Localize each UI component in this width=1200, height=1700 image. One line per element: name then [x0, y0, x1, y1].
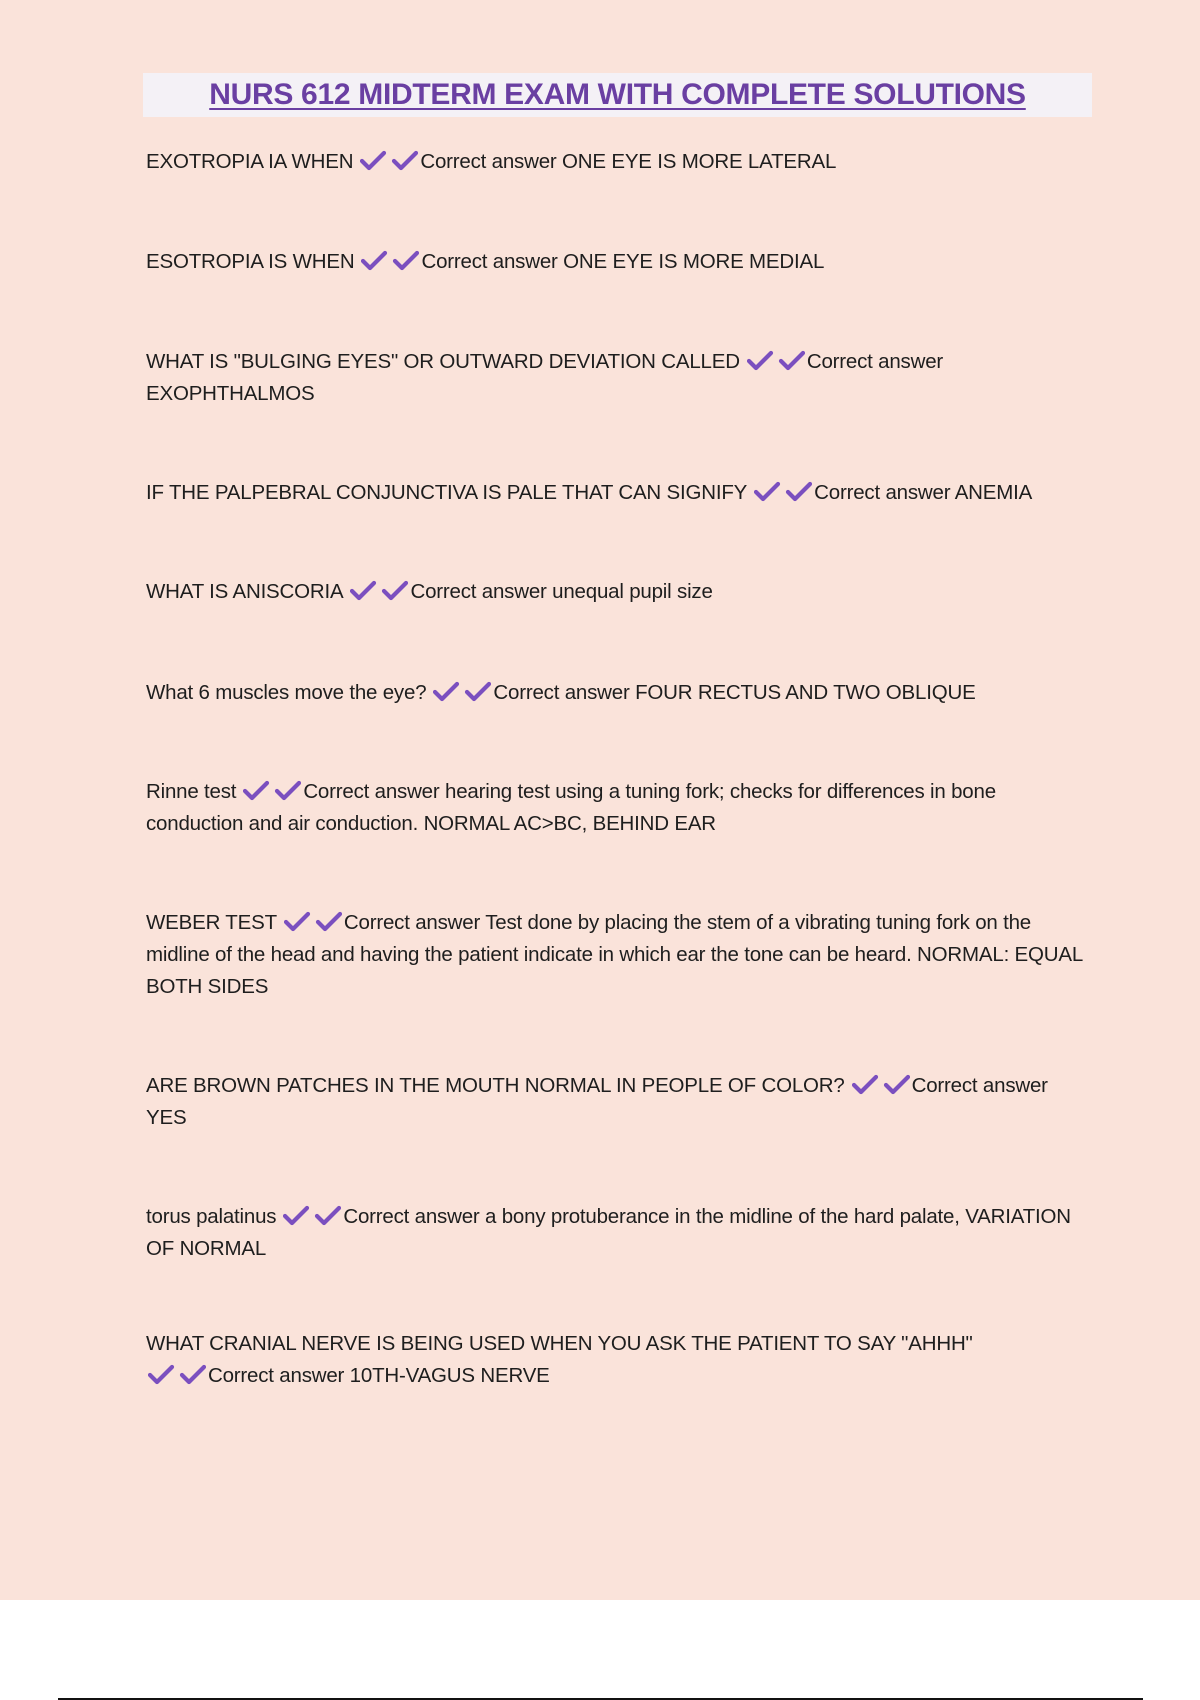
question-text: ARE BROWN PATCHES IN THE MOUTH NORMAL IN PEOPLE OF COLOR?: [146, 1074, 845, 1097]
double-check-icon: [243, 780, 301, 802]
question-text: WHAT IS ANISCORIA: [146, 580, 344, 603]
double-check-icon: [284, 911, 342, 933]
qa-item-1: [146, 146, 1086, 178]
answer-text: Correct answer ONE EYE IS MORE LATERAL: [420, 150, 837, 173]
answer-text: Correct answer unequal pupil size: [410, 580, 713, 603]
qa-item-6: [146, 677, 1086, 709]
double-check-icon: [754, 481, 812, 503]
qa-item-9: [146, 1070, 1086, 1134]
qa-item-10: [146, 1201, 1086, 1265]
answer-text: Correct answer ANEMIA: [814, 481, 1033, 504]
answer-text: Correct answer 10TH-VAGUS NERVE: [208, 1364, 550, 1387]
question-text: ESOTROPIA IS WHEN: [146, 250, 355, 273]
qa-item-8: [146, 907, 1086, 1003]
qa-item-3: [146, 346, 1086, 410]
double-check-icon: [350, 580, 408, 602]
answer-text: Correct answer hearing test using a tuning fork; checks for differences in bone conduction and air conduction. NORMAL AC>BC, BEHIND EAR: [146, 780, 996, 835]
double-check-icon: [361, 250, 419, 272]
answer-text: Correct answer ONE EYE IS MORE MEDIAL: [421, 250, 825, 273]
question-text: EXOTROPIA IA WHEN: [146, 150, 354, 173]
question-text: torus palatinus: [146, 1205, 277, 1228]
document-title: NURS 612 MIDTERM EXAM WITH COMPLETE SOLUTIONS: [209, 78, 1026, 111]
answer-text: Correct answer FOUR RECTUS AND TWO OBLIQUE: [493, 681, 976, 704]
qa-item-2: [146, 246, 1086, 278]
question-text: WHAT IS "BULGING EYES" OR OUTWARD DEVIATION CALLED: [146, 350, 740, 373]
answer-text: Correct answer EXOPHTHALMOS: [146, 350, 944, 405]
double-check-icon: [360, 150, 418, 172]
answer-text: Correct answer a bony protuberance in the midline of the hard palate, VARIATION OF NORMAL: [146, 1205, 1071, 1260]
answer-text: Correct answer Test done by placing the stem of a vibrating tuning fork on the midline of the head and having the patient indicate in which ear the tone can be heard. NORMAL: EQUAL BOTH SIDES: [146, 911, 1083, 998]
double-check-icon: [283, 1205, 341, 1227]
double-check-icon: [433, 681, 491, 703]
qa-item-11: [146, 1328, 1086, 1392]
qa-item-7: [146, 776, 1086, 840]
qa-item-4: [146, 477, 1086, 509]
answer-text: Correct answer YES: [146, 1074, 1048, 1129]
double-check-icon: [747, 350, 805, 372]
double-check-icon: [148, 1364, 206, 1386]
question-text: WHAT CRANIAL NERVE IS BEING USED WHEN YOU ASK THE PATIENT TO SAY "AHHH": [146, 1332, 973, 1355]
question-text: IF THE PALPEBRAL CONJUNCTIVA IS PALE THAT CAN SIGNIFY: [146, 481, 748, 504]
double-check-icon: [852, 1074, 910, 1096]
qa-item-5: [146, 576, 1086, 608]
question-text: WEBER TEST: [146, 911, 277, 934]
question-text: Rinne test: [146, 780, 237, 803]
question-text: What 6 muscles move the eye?: [146, 681, 427, 704]
title-banner: [143, 73, 1092, 117]
